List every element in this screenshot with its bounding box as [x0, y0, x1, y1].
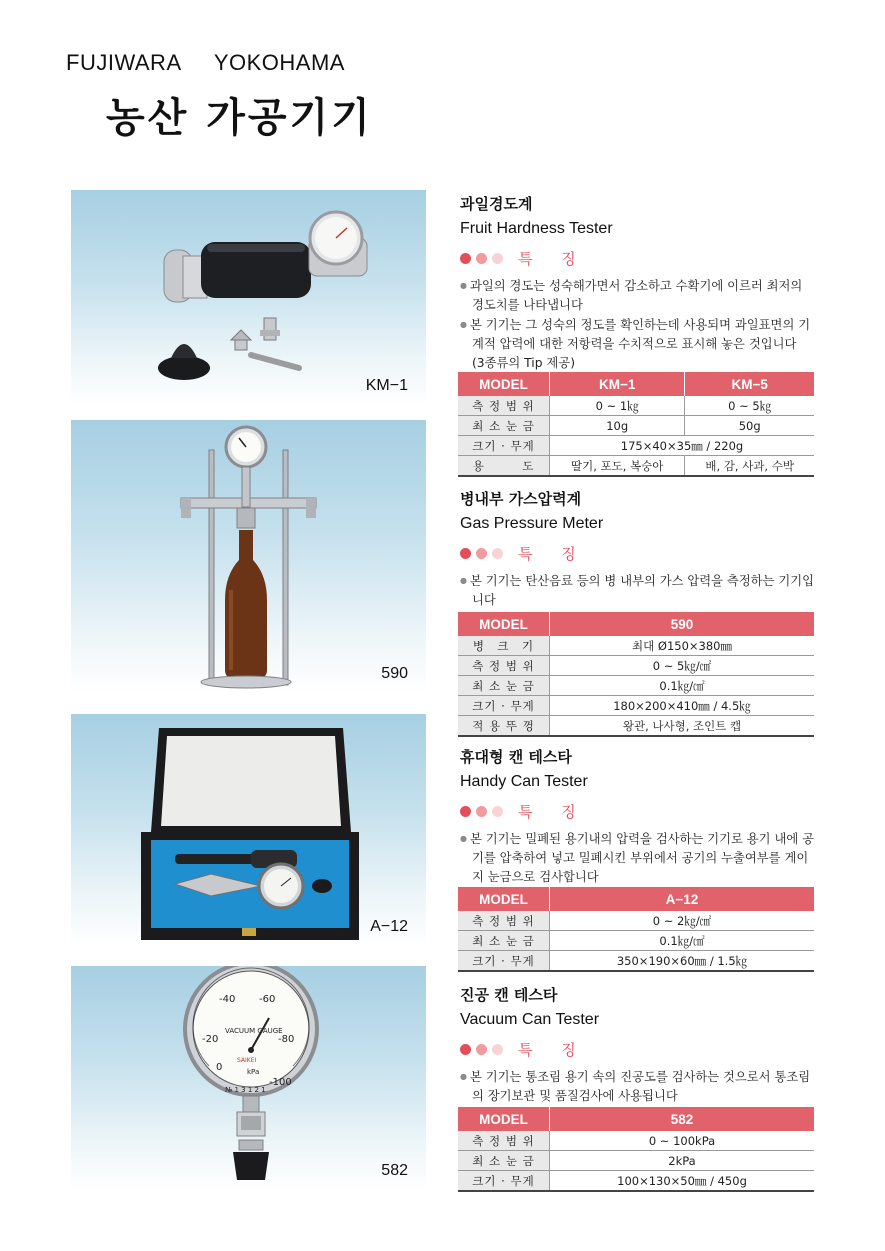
table-row: [458, 1131, 814, 1151]
spec-header-row: [458, 887, 814, 911]
product-name-en: Vacuum Can Tester: [460, 1011, 600, 1028]
brand-fujiwara: FUJIWARA: [66, 50, 182, 75]
feature-item: ● 본 기기는 그 성숙의 정도를 확인하는데 사용되며 과일표면의 기계적 압력에 대한 저항력을 수치적으로 표시해 놓은 것입니다: [460, 315, 814, 354]
page-title: 농산 가공기기: [106, 95, 373, 141]
features-heading: [460, 1039, 814, 1059]
spec-value: 0.1㎏/㎠: [550, 931, 815, 951]
photo-caption-km1: KM−1: [365, 377, 408, 394]
feature-list: [460, 571, 814, 610]
spec-table-a12: [458, 887, 814, 972]
bullet-dot-icon: [460, 253, 471, 264]
product-info-590: [460, 488, 814, 610]
spec-value: 50g: [685, 416, 814, 436]
bullet-dot-icon: [492, 806, 503, 817]
gauge-unit-label: kPa: [247, 1068, 260, 1076]
product-name-kr: 과일경도계: [460, 195, 533, 213]
product-name-kr: 병내부 가스압력계: [460, 490, 582, 508]
features-label: 특 징: [518, 249, 588, 268]
gauge-tick-label: -80: [278, 1034, 295, 1045]
bullet-dot-icon: [476, 1044, 487, 1055]
table-row: [458, 456, 814, 477]
spec-label: 병 크 기: [458, 636, 550, 656]
bullet-dot-icon: [492, 253, 503, 264]
spec-label: 측 정 범 위: [458, 1131, 550, 1151]
product-name-kr: 휴대형 캔 테스타: [460, 748, 572, 766]
spec-header-model: MODEL: [458, 372, 550, 396]
spec-label: 크기 · 무게: [458, 696, 550, 716]
spec-header-col: A−12: [550, 887, 815, 911]
gas-pressure-meter-image: [71, 420, 426, 693]
spec-value: 배, 감, 사과, 수박: [685, 456, 814, 477]
feature-item: ● 본 기기는 통조림 용기 속의 진공도를 검사하는 것으로서 통조림의 장기보관 및 품질검사에 사용됩니다: [460, 1067, 814, 1106]
spec-label: 적 용 뚜 껑: [458, 716, 550, 737]
feature-list: [460, 829, 814, 887]
spec-header-model: MODEL: [458, 1107, 550, 1131]
gauge-tick-label: 0: [216, 1062, 223, 1073]
spec-table-km1: [458, 372, 814, 477]
features-label: 특 징: [518, 802, 588, 821]
product-name-en: Gas Pressure Meter: [460, 515, 604, 532]
spec-label: 측 정 범 위: [458, 396, 550, 416]
product-info-km1: [460, 193, 814, 373]
spec-value: 10g: [550, 416, 685, 436]
table-row: [458, 396, 814, 416]
spec-label: 크기 · 무게: [458, 1171, 550, 1192]
spec-header-row: [458, 1107, 814, 1131]
feature-item: ● 본 기기는 탄산음료 등의 병 내부의 가스 압력을 측정하는 기기입니다: [460, 571, 814, 610]
table-row: [458, 1151, 814, 1171]
handy-can-tester-image: [71, 714, 426, 946]
spec-header-row: [458, 612, 814, 636]
spec-label: 크기 · 무게: [458, 436, 550, 456]
table-row: [458, 1171, 814, 1192]
product-photo-km1: [71, 190, 426, 405]
spec-label: 최 소 눈 금: [458, 1151, 550, 1171]
spec-value: 0 ~ 5㎏: [685, 396, 814, 416]
features-heading: [460, 248, 814, 268]
gauge-serial-label: № 1 3 1 2 1: [225, 1086, 266, 1094]
spec-value: 딸기, 포도, 복숭아: [550, 456, 685, 477]
spec-value: 0 ~ 5㎏/㎠: [550, 656, 815, 676]
table-row: [458, 416, 814, 436]
spec-header-col: KM−5: [685, 372, 814, 396]
product-name-kr: 진공 캔 테스타: [460, 986, 558, 1004]
product-info-582: [460, 984, 814, 1106]
spec-value: 0.1㎏/㎠: [550, 676, 815, 696]
product-name-en: Handy Can Tester: [460, 773, 588, 790]
spec-value: 0 ~ 1㎏: [550, 396, 685, 416]
spec-value: 350×190×60㎜ / 1.5㎏: [550, 951, 815, 972]
spec-header-col: 590: [550, 612, 815, 636]
gauge-maker-label: SAIKEI: [237, 1057, 257, 1064]
features-label: 특 징: [518, 1040, 588, 1059]
features-label: 특 징: [518, 544, 588, 563]
spec-label: 측 정 범 위: [458, 656, 550, 676]
bullet-dot-icon: [476, 253, 487, 264]
photo-caption-a12: A−12: [370, 918, 408, 935]
product-photo-590: [71, 420, 426, 693]
spec-header-model: MODEL: [458, 612, 550, 636]
bullet-dot-icon: [476, 548, 487, 559]
spec-label: 최 소 눈 금: [458, 676, 550, 696]
feature-list: [460, 1067, 814, 1106]
spec-value: 0 ~ 100kPa: [550, 1131, 815, 1151]
table-row: [458, 656, 814, 676]
spec-table-590: [458, 612, 814, 737]
table-row: [458, 636, 814, 656]
feature-note: (3종류의 Tip 제공): [472, 356, 575, 370]
spec-label: 최 소 눈 금: [458, 416, 550, 436]
photo-caption-582: 582: [381, 1162, 408, 1179]
spec-value: 180×200×410㎜ / 4.5㎏: [550, 696, 815, 716]
spec-header-col: 582: [550, 1107, 815, 1131]
table-row: [458, 716, 814, 737]
product-photo-a12: [71, 714, 426, 946]
bullet-dot-icon: [492, 1044, 503, 1055]
table-row: [458, 676, 814, 696]
spec-value: 최대 Ø150×380㎜: [550, 636, 815, 656]
spec-value: 왕관, 나사형, 조인트 캡: [550, 716, 815, 737]
brand-yokohama: YOKOHAMA: [213, 50, 345, 75]
gauge-dial-label: VACUUM GAUGE: [225, 1027, 283, 1035]
spec-value: 175×40×35㎜ / 220g: [550, 436, 815, 456]
photo-caption-590: 590: [381, 665, 408, 682]
spec-value: 100×130×50㎜ / 450g: [550, 1171, 815, 1192]
spec-label: 크기 · 무게: [458, 951, 550, 972]
feature-item: ● 과일의 경도는 성숙해가면서 감소하고 수확기에 이르러 최저의 경도치를 나타냅니다: [460, 276, 814, 315]
brand-header: [66, 50, 371, 76]
bullet-dot-icon: [460, 806, 471, 817]
gauge-tick-label: -100: [269, 1077, 292, 1088]
vacuum-can-tester-image: [71, 966, 426, 1190]
spec-header-col: KM−1: [550, 372, 685, 396]
table-row: [458, 696, 814, 716]
table-row: [458, 911, 814, 931]
spec-header-model: MODEL: [458, 887, 550, 911]
product-info-a12: [460, 746, 814, 887]
bullet-dot-icon: [492, 548, 503, 559]
features-heading: [460, 543, 814, 563]
spec-label: 용 도: [458, 456, 550, 477]
gauge-tick-label: -60: [259, 994, 276, 1005]
feature-list: [460, 276, 814, 373]
product-name-en: Fruit Hardness Tester: [460, 220, 613, 237]
gauge-tick-label: -20: [202, 1034, 219, 1045]
feature-item: ● 본 기기는 밀폐된 용기내의 압력을 검사하는 기기로 용기 내에 공기를 압축하여 넣고 밀폐시킨 부위에서 공기의 누출여부를 게이지 눈금으로 검사합니다: [460, 829, 814, 887]
spec-table-582: [458, 1107, 814, 1192]
table-row: [458, 951, 814, 972]
fruit-hardness-tester-image: [71, 190, 426, 405]
spec-value: 2kPa: [550, 1151, 815, 1171]
table-row: [458, 931, 814, 951]
bullet-dot-icon: [460, 1044, 471, 1055]
product-photo-582: [71, 966, 426, 1190]
spec-value: 0 ~ 2㎏/㎠: [550, 911, 815, 931]
table-row: [458, 436, 814, 456]
spec-header-row: [458, 372, 814, 396]
bullet-dot-icon: [460, 548, 471, 559]
spec-label: 최 소 눈 금: [458, 931, 550, 951]
gauge-tick-label: -40: [219, 994, 236, 1005]
features-heading: [460, 801, 814, 821]
spec-label: 측 정 범 위: [458, 911, 550, 931]
bullet-dot-icon: [476, 806, 487, 817]
